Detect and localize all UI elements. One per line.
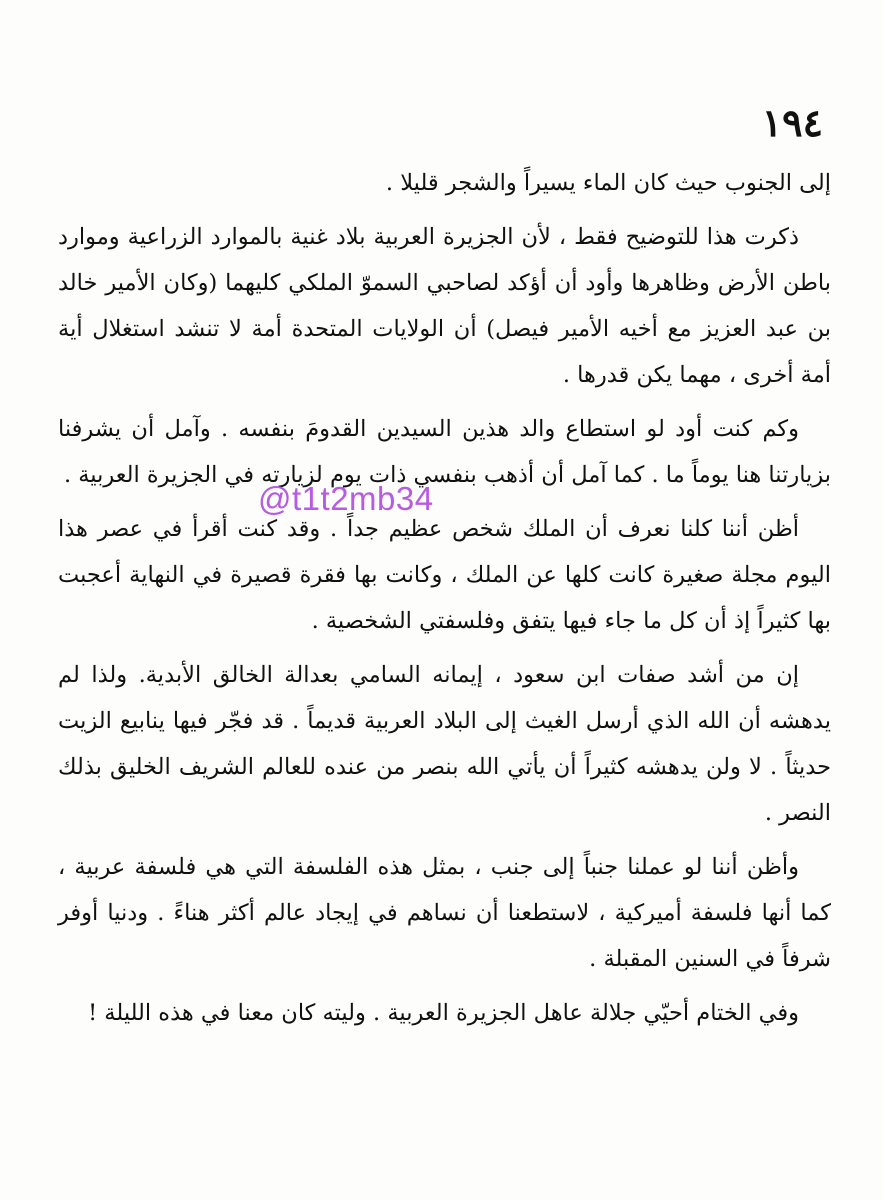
watermark-handle: @t1t2mb34 [258, 480, 434, 517]
paragraph: ذكرت هذا للتوضيح فقط ، لأن الجزيرة العربية بلاد غنية بالموارد الزراعية وموارد باطن الأرض وظاهرها وأود أن أؤكد لصاحبي السموّ الملكي كليهما (وكان الأمير خالد بن عبد العزيز مع أخيه الأمير فيصل) أن الولايات المتحدة أمة لا تنشد استغلال أية أمة أخرى ، مهما يكن قدرها . [58, 224, 831, 388]
paragraph: وأظن أننا لو عملنا جنباً إلى جنب ، بمثل هذه الفلسفة التي هي فلسفة عربية ، كما أنها فلسفة أميركية ، لاستطعنا أن نساهم في إيجاد عالم أكثر هناءً . ودنيا أوفر شرفاً في السنين المقبلة . [58, 854, 831, 972]
paragraph: وكم كنت أود لو استطاع والد هذين السيدين القدومَ بنفسه . وآمل أن يشرفنا بزيارتنا هنا يوماً ما . كما آمل أن أذهب بنفسي ذات يوم لزيارته في الجزيرة العربية . [58, 416, 831, 488]
body-text [58, 160, 831, 1044]
paragraph: أظن أننا كلنا نعرف أن الملك شخص عظيم جداً . وقد كنت أقرأ في عصر هذا اليوم مجلة صغيرة كانت كلها عن الملك ، وكانت بها فقرة قصيرة في النهاية أعجبت بها كثيراً إذ أن كل ما جاء فيها يتفق وفلسفتي الشخصية . [58, 516, 831, 634]
page-number: ١٩٤ [761, 100, 823, 145]
paragraph: إن من أشد صفات ابن سعود ، إيمانه السامي بعدالة الخالق الأبدية. ولذا لم يدهشه أن الله الذي أرسل الغيث إلى البلاد العربية قديماً . قد فجّر فيها ينابيع الزيت حديثاً . لا ولن يدهشه كثيراً أن يأتي الله بنصر من عنده للعالم الشريف الخليق بذلك النصر . [58, 662, 831, 826]
paragraph: إلى الجنوب حيث كان الماء يسيراً والشجر قليلا . [385, 170, 831, 196]
paragraph: وفي الختام أحيّي جلالة عاهل الجزيرة العربية . وليته كان معنا في هذه الليلة ! [88, 1000, 799, 1026]
